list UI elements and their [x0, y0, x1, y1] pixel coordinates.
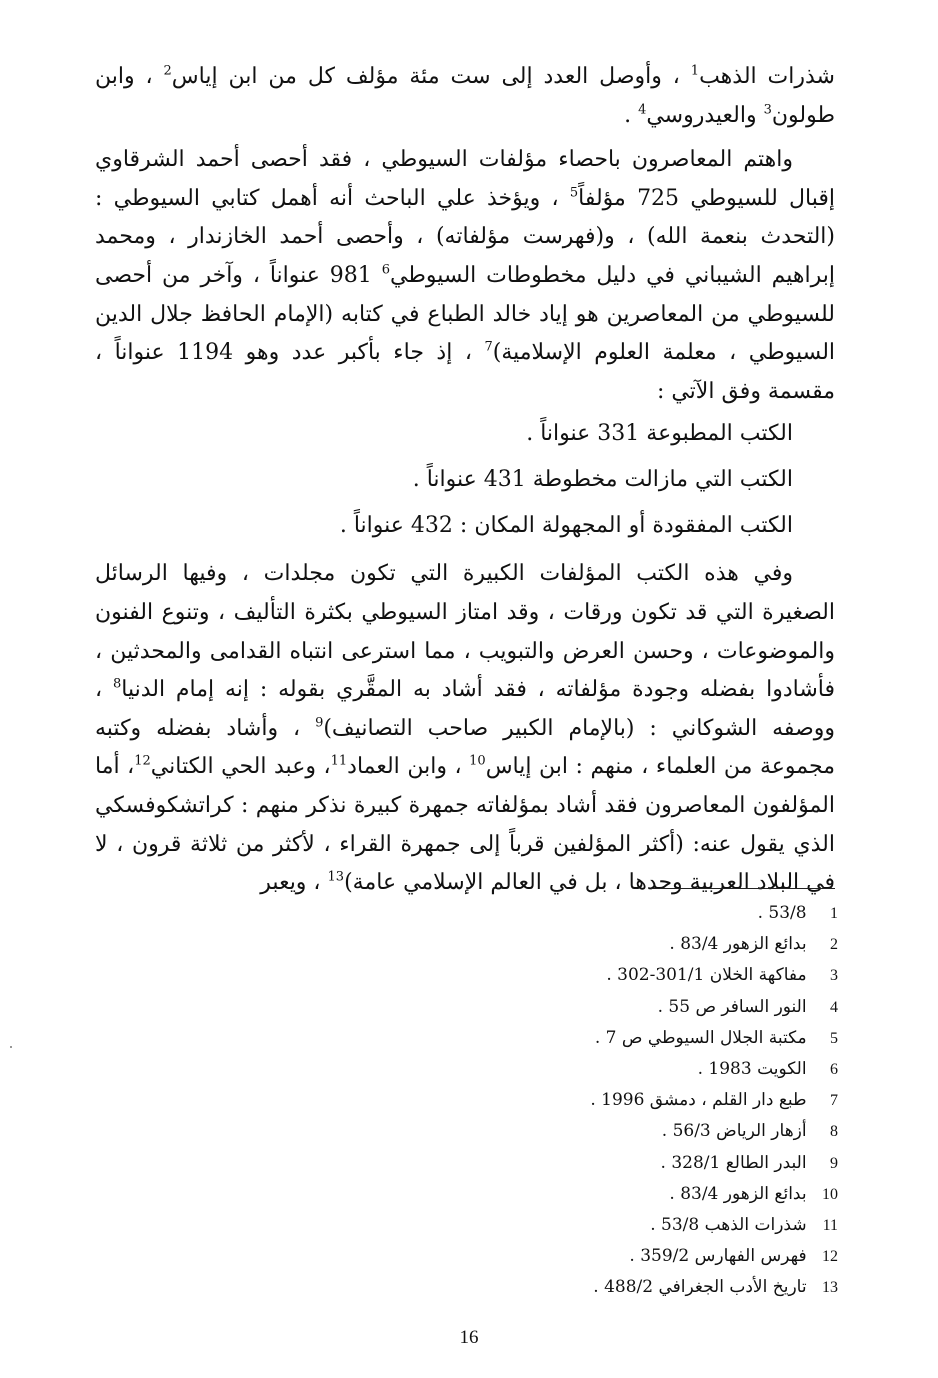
footnote-item	[278, 1023, 838, 1054]
footnote-marker-6[interactable]: 6	[381, 262, 390, 278]
list-item-lost: الكتب المفقودة أو المجهولة المكان : 432 عنواناً .	[339, 513, 793, 539]
text-span: واهتم المعاصرون باحصاء مؤلفات السيوطي ، فقد أحصى أحمد الشرقاوي إقبال للسيوطي 725 مؤلفاً	[95, 147, 835, 211]
footnote-marker-4[interactable]: 4	[638, 102, 647, 118]
footnote-number: 3	[830, 967, 838, 985]
text-span: 981 عنواناً ، وآخر من أحصى للسيوطي من المعاصرين هو إياد خالد الطباع في كتابه (الإمام الحافظ جلال الدين السيوطي ، معلمة العلوم الإسلامية)	[95, 262, 836, 366]
footnote-number: 1	[830, 905, 838, 922]
footnote-number: 12	[822, 1248, 838, 1266]
footnote-text: أزهار الرياض 56/3 .	[661, 1121, 807, 1142]
text-span: وفي هذه الكتب المؤلفات الكبيرة التي تكون مجلدات ، وفيها الرسائل الصغيرة التي قد تكون ورقات ، وقد امتاز السيوطي بكثرة التأليف ، وتنوع الفنون والموضوعات ، وحسن العرض والتبويب ، مما استرعى انتباه القدامى والمحدثين ، فأشادوا بفضله وجودة مؤلفاته ، فقد أشاد به المقَّري بقوله : إنه إمام الدنيا	[95, 561, 836, 703]
footnote-marker-12[interactable]: 12	[134, 753, 151, 769]
text-span: والعيدروسي	[646, 102, 764, 128]
footnote-item	[278, 1179, 838, 1210]
footnote-item	[278, 929, 838, 960]
text-span: ، وابن العماد	[347, 754, 470, 780]
footnote-marker-13[interactable]: 13	[327, 869, 345, 885]
text-span: ، ويعبر	[260, 870, 328, 896]
footnote-marker-9[interactable]: 9	[315, 715, 324, 731]
footnote-item	[278, 1241, 838, 1272]
footnote-marker-11[interactable]: 11	[330, 753, 348, 769]
footnote-item	[278, 992, 838, 1023]
text-span: ، وعبد الحي الكتاني	[150, 754, 331, 780]
footnote-text: مكتبة الجلال السيوطي ص 7 .	[594, 1027, 807, 1048]
footnote-text: النور السافر ص 55 .	[657, 996, 807, 1017]
text-span: ، وأشاد بفضله وكتبه مجموعة من العلماء ، منهم : ابن إياس	[95, 715, 835, 780]
footnote-number: 8	[830, 1123, 838, 1141]
text-span: ، وأوصل العدد إلى ست مئة مؤلف كل من ابن إياس	[171, 64, 691, 89]
page-body	[95, 58, 835, 903]
main-text	[95, 58, 835, 903]
list-item-manuscript: الكتب التي مازالت مخطوطة 431 عنواناً .	[412, 467, 793, 493]
footnote-item	[278, 898, 838, 929]
paragraph-3	[95, 555, 835, 902]
footnote-marker-3[interactable]: 3	[763, 102, 772, 118]
footnote-marker-8[interactable]: 8	[112, 676, 122, 692]
footnote-text: فهرس الفهارس 359/2 .	[629, 1246, 807, 1267]
footnote-text: بدائع الزهور 83/4 .	[669, 934, 807, 955]
footnote-number: 10	[822, 1185, 838, 1203]
footnote-item	[278, 1210, 838, 1241]
footnote-marker-10[interactable]: 10	[469, 753, 486, 769]
footnote-text: مفاكهة الخلان 301/1-302 .	[606, 965, 807, 986]
footnote-divider	[651, 888, 835, 889]
footnote-item	[278, 1116, 838, 1147]
paragraph-1	[95, 58, 835, 135]
footnote-text: تاريخ الأدب الجغرافي 488/2 .	[593, 1277, 807, 1298]
text-span: ، ووصفه الشوكاني : (بالإمام الكبير صاحب التصانيف)	[95, 677, 835, 741]
footnote-item	[278, 1148, 838, 1179]
paragraph-2	[95, 141, 835, 411]
footnote-number: 7	[830, 1092, 838, 1110]
footnote-item	[278, 1054, 838, 1085]
footnote-number: 5	[830, 1029, 838, 1047]
footnote-number: 11	[822, 1217, 838, 1235]
text-span: .	[624, 102, 639, 128]
footnote-marker-7[interactable]: 7	[484, 339, 493, 355]
footnote-item	[278, 1272, 838, 1303]
text-span: ، أما المؤلفون المعاصرون فقد أشاد بمؤلفاته جمهرة كبيرة نذكر منهم : كراتشكوفسكي الذي يقول عنه: (أكثر المؤلفين قرباً إلى جمهرة القراء ، لأكثر من ثلاثة قرون ، لا في البلاد العربية وحدها ، بل في العالم الإسلامي عامة)	[95, 754, 835, 896]
footnote-number: 4	[830, 998, 838, 1016]
footnote-text: 53/8 .	[757, 903, 807, 923]
footnote-number: 13	[822, 1279, 838, 1297]
footnote-number: 9	[830, 1154, 838, 1172]
footnote-text: البدر الطالع 328/1 .	[660, 1152, 807, 1173]
footnote-text: طبع دار القلم ، دمشق 1996 .	[590, 1090, 807, 1111]
text-span: ، ويؤخذ علي الباحث أنه أهمل كتابي السيوطي : (التحدث بنعمة الله) ، و(فهرست مؤلفاته) ، وأحصى أحمد الخازندار ، ومحمد إبراهيم الشيباني في دليل مخطوطات السيوطي	[95, 185, 835, 288]
page-number: 16	[459, 1327, 479, 1348]
footnote-marker-5[interactable]: 5	[569, 185, 579, 201]
footnotes-list	[278, 898, 838, 1304]
footnote-text: شذرات الذهب 53/8 .	[650, 1215, 807, 1236]
footnote-marker-1[interactable]: 1	[690, 63, 700, 79]
footnote-text: الكويت 1983 .	[697, 1059, 807, 1080]
text-span: ، إذ جاء بأكبر عدد وهو 1194 عنواناً ، مقسمة وفق الآتي :	[95, 340, 835, 404]
footnote-item	[278, 1085, 838, 1116]
text-span: ، وابن طولون	[95, 64, 835, 128]
footnote-number: 2	[830, 936, 838, 954]
footnote-marker-2[interactable]: 2	[163, 63, 172, 79]
text-span: شذرات الذهب	[699, 64, 835, 89]
list-item-printed: الكتب المطبوعة 331 عنواناً .	[526, 421, 793, 447]
footnote-text: بدائع الزهور 83/4 .	[669, 1183, 807, 1204]
footnote-number: 6	[830, 1061, 838, 1079]
footnote-item	[278, 960, 838, 991]
scan-speck	[10, 1046, 12, 1048]
